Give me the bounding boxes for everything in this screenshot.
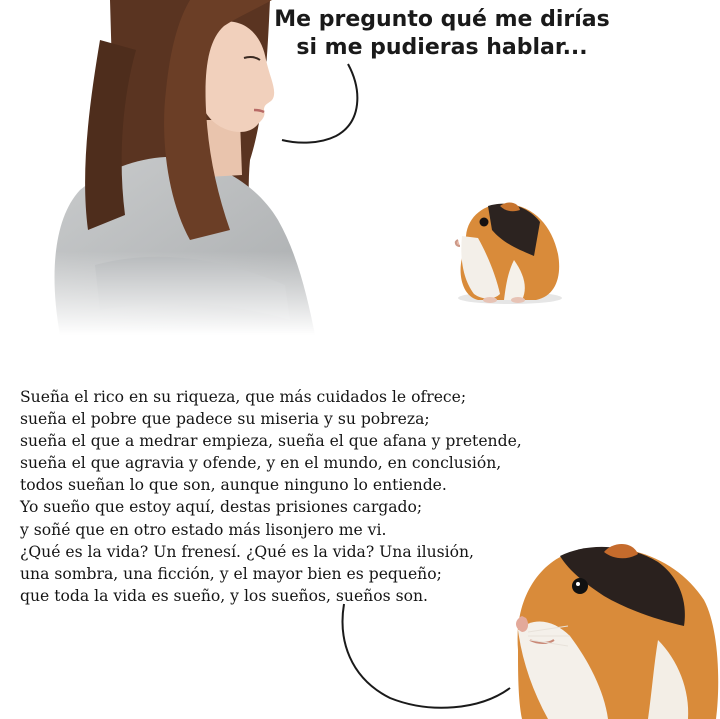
poem-text bbox=[20, 386, 560, 607]
poem-line: Sueña el rico en su riqueza, que más cuidados le ofrece; bbox=[20, 388, 467, 406]
poem-line: todos sueñan lo que son, aunque ninguno lo entiende. bbox=[20, 476, 447, 495]
speech-tail-bottom bbox=[330, 600, 530, 715]
speech-line-2: si me pudieras hablar... bbox=[296, 35, 588, 60]
guinea-pig-small bbox=[448, 196, 568, 308]
poem-line: sueña el pobre que padece su miseria y su pobreza; bbox=[20, 410, 430, 429]
poem-line: Yo sueño que estoy aquí, destas prisiones cargado; bbox=[20, 498, 423, 517]
poem-line: sueña el que a medrar empieza, sueña el que afana y pretende, bbox=[20, 432, 522, 451]
poem-line: ¿Qué es la vida? Un frenesí. ¿Qué es la vida? Una ilusión, bbox=[20, 542, 474, 561]
poem-line: sueña el que agravia y ofende, y en el mundo, en conclusión, bbox=[20, 454, 502, 473]
speech-text-top bbox=[272, 6, 612, 62]
poem-line: que toda la vida es sueño, y los sueños, sueños son. bbox=[20, 586, 428, 605]
poem-line: una sombra, una ficción, y el mayor bien es pequeño; bbox=[20, 564, 442, 583]
guinea-pig-large bbox=[508, 540, 720, 719]
poem-line: y soñé que en otro estado más lisonjero me vi. bbox=[20, 520, 387, 539]
speech-line-1: Me pregunto qué me dirías bbox=[274, 7, 610, 32]
speech-tail-top bbox=[270, 60, 380, 150]
